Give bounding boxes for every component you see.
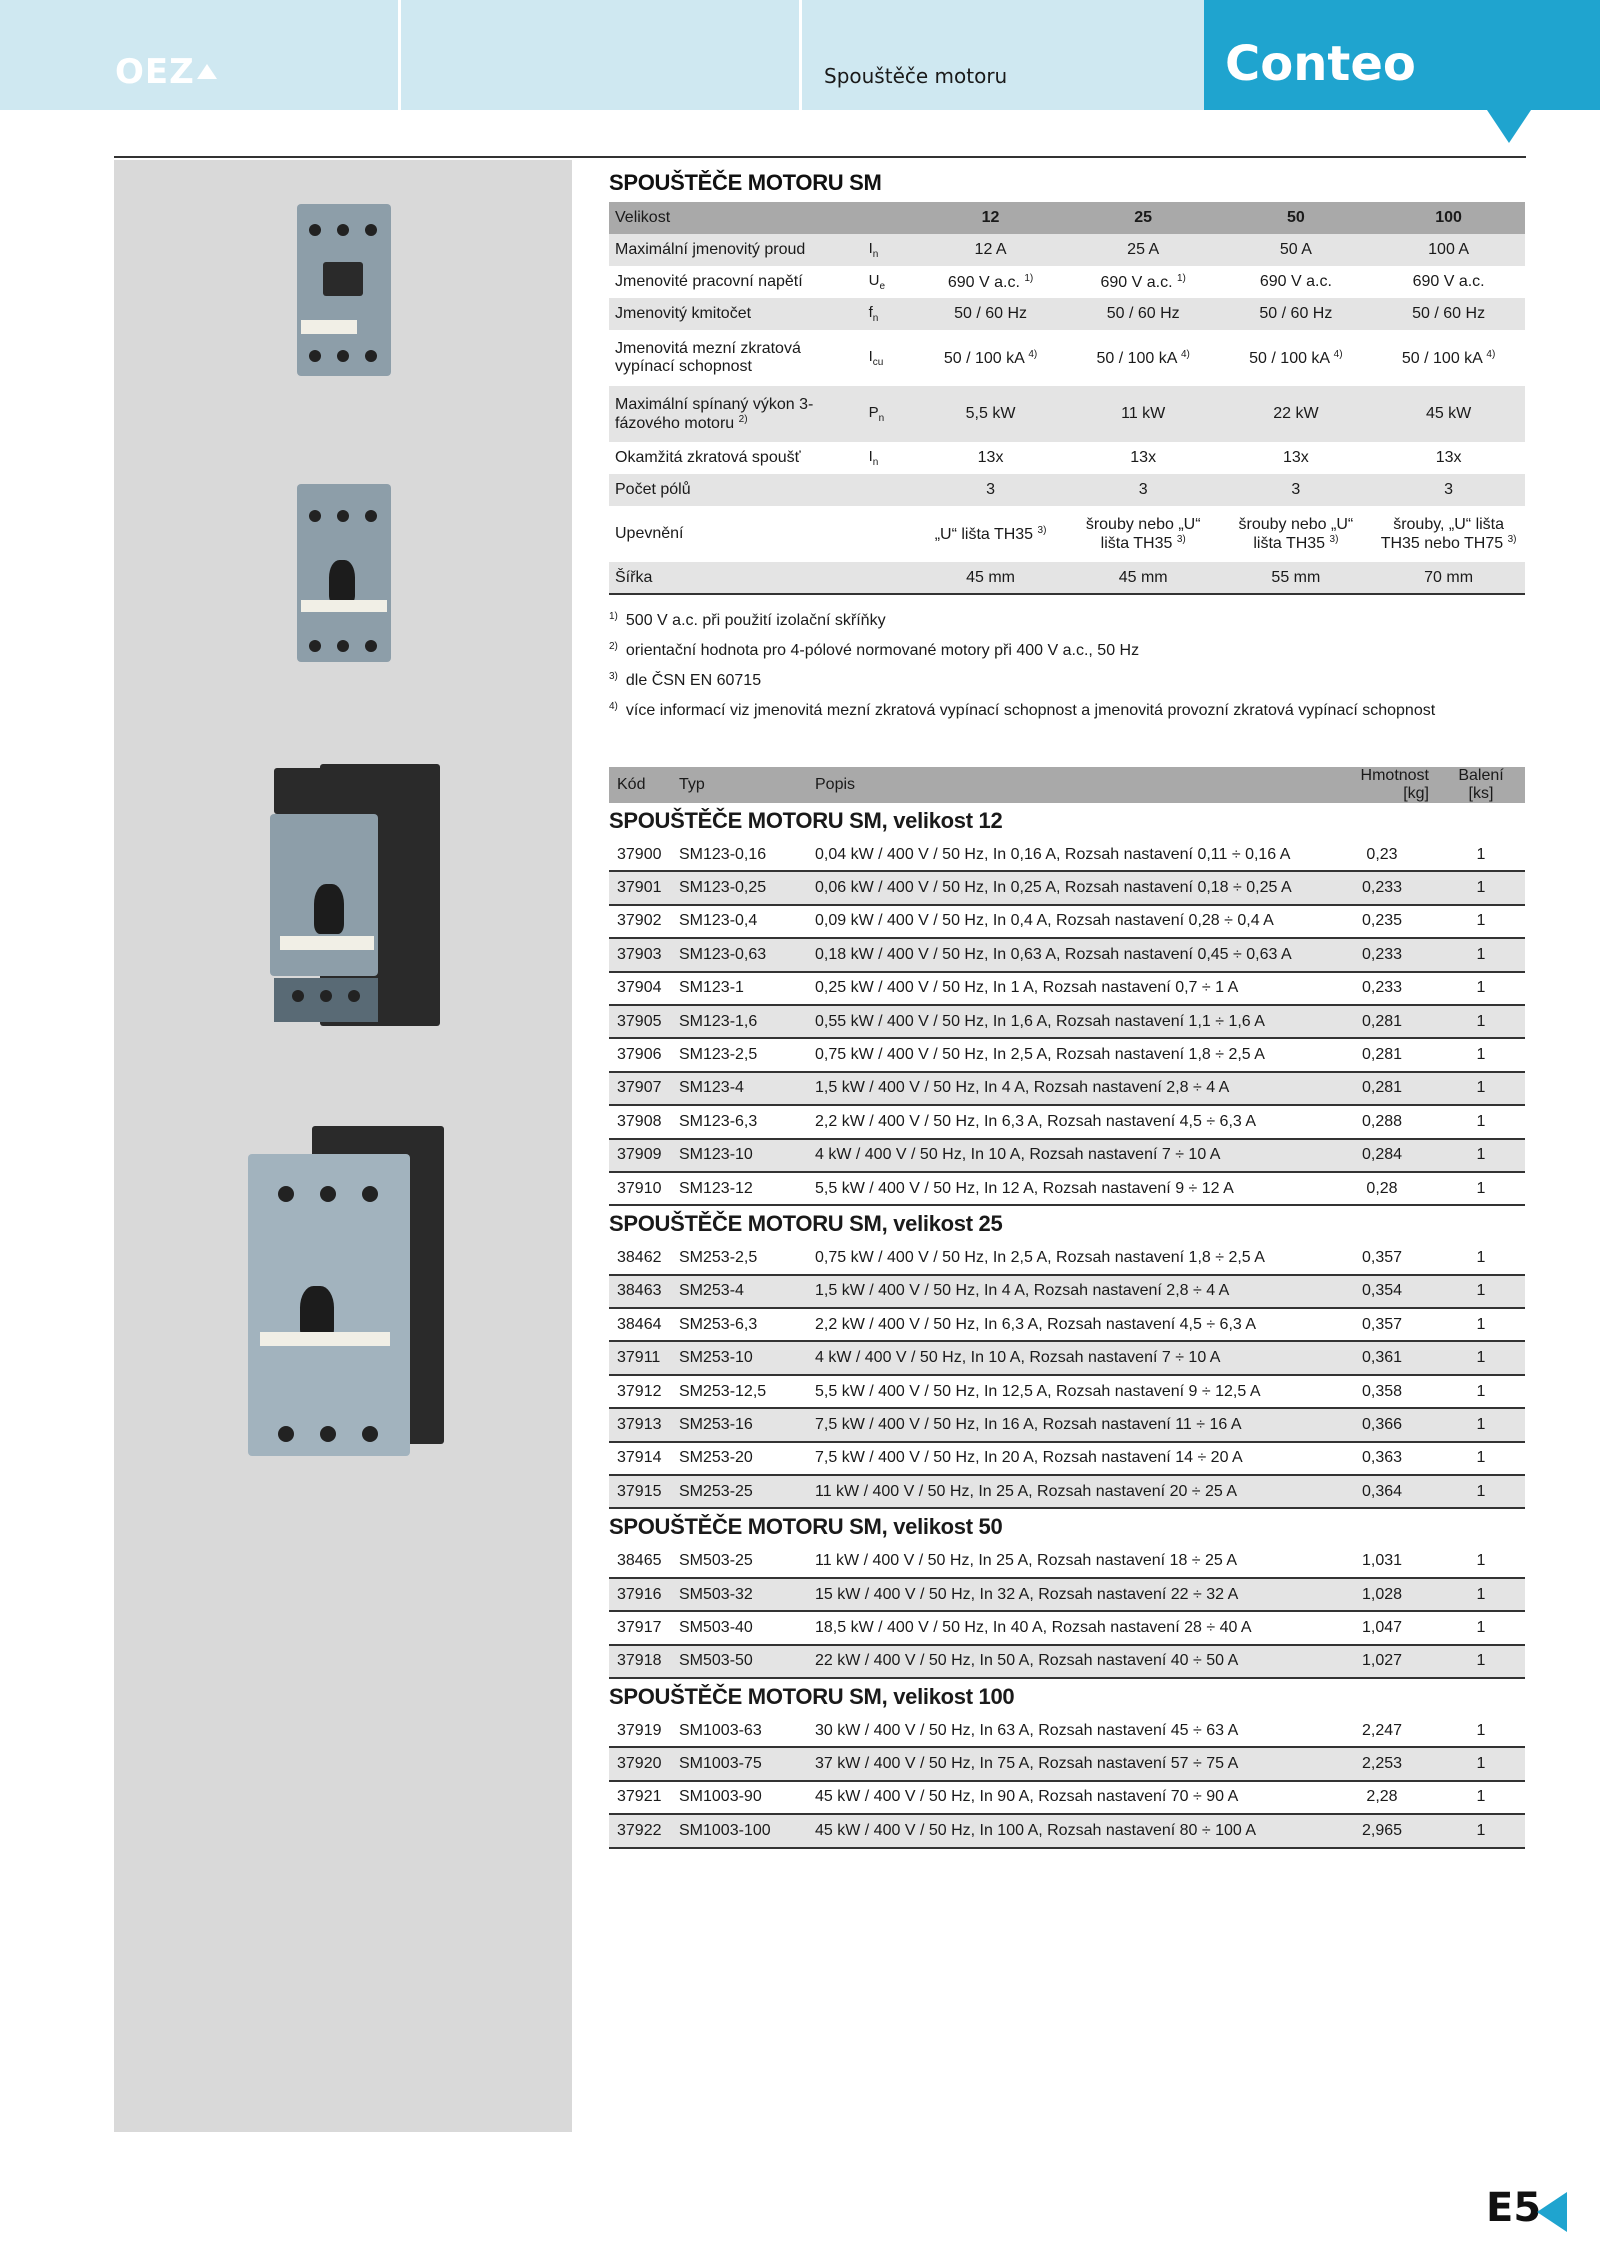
product-type: SM123-12 [671, 1172, 807, 1205]
product-package: 1 [1437, 938, 1525, 971]
table-row [609, 1375, 1525, 1408]
product-package: 1 [1437, 1645, 1525, 1678]
product-code: 37913 [609, 1408, 671, 1441]
product-code: 37909 [609, 1139, 671, 1172]
product-type: SM123-6,3 [671, 1105, 807, 1138]
product-type: SM123-1,6 [671, 1005, 807, 1038]
product-type: SM123-0,4 [671, 905, 807, 938]
product-code: 37906 [609, 1038, 671, 1071]
product-package: 1 [1437, 1275, 1525, 1308]
product-package: 1 [1437, 1408, 1525, 1441]
spec-symbol [863, 474, 915, 506]
table-row [609, 1781, 1525, 1814]
product-type: SM253-12,5 [671, 1375, 807, 1408]
table-row [609, 1578, 1525, 1611]
product-package: 1 [1437, 1375, 1525, 1408]
product-package: 1 [1437, 1781, 1525, 1814]
product-description: 2,2 kW / 400 V / 50 Hz, In 6,3 A, Rozsah nastavení 4,5 ÷ 6,3 A [807, 1105, 1327, 1138]
product-weight: 0,23 [1327, 839, 1437, 871]
product-package: 1 [1437, 1545, 1525, 1577]
spec-row [609, 298, 1525, 330]
product-weight: 0,364 [1327, 1475, 1437, 1508]
product-code: 38465 [609, 1545, 671, 1577]
product-package: 1 [1437, 905, 1525, 938]
product-code: 37908 [609, 1105, 671, 1138]
table-row [609, 1715, 1525, 1747]
product-package: 1 [1437, 1172, 1525, 1205]
product-code: 38462 [609, 1242, 671, 1274]
product-header-row [609, 767, 1525, 803]
spec-row [609, 562, 1525, 594]
spec-value: šrouby nebo „U“ lišta TH35 $^{3)}$ [1238, 515, 1354, 552]
product-package: 1 [1437, 1715, 1525, 1747]
column-header-package: Balení [ks] [1437, 767, 1525, 803]
product-weight: 2,965 [1327, 1814, 1437, 1847]
footnote: $^{4)}$ více informací viz jmenovitá mezní zkratová vypínací schopnost a jmenovitá provozní zkratová vypínací schopnost [609, 701, 1436, 719]
spec-value: 50 A [1220, 234, 1373, 266]
spec-value: 25 A [1067, 234, 1220, 266]
column-header-description: Popis [807, 767, 1327, 803]
product-code: 37907 [609, 1072, 671, 1105]
spec-symbol: $U_e$ [868, 272, 886, 292]
product-package: 1 [1437, 1341, 1525, 1374]
product-package: 1 [1437, 1308, 1525, 1341]
table-row [609, 1408, 1525, 1441]
brand-notch-icon [1487, 110, 1531, 143]
product-weight: 0,354 [1327, 1275, 1437, 1308]
product-type: SM253-25 [671, 1475, 807, 1508]
spec-header-label: Velikost [609, 202, 863, 234]
product-description: 5,5 kW / 400 V / 50 Hz, In 12,5 A, Rozsah nastavení 9 ÷ 12,5 A [807, 1375, 1327, 1408]
product-type: SM123-10 [671, 1139, 807, 1172]
spec-symbol: $P_n$ [863, 386, 915, 442]
spec-value: šrouby, „U“ lišta TH35 nebo TH75 $^{3)}$ [1380, 515, 1517, 552]
product-type: SM253-6,3 [671, 1308, 807, 1341]
product-weight: 0,363 [1327, 1442, 1437, 1475]
product-code: 37917 [609, 1611, 671, 1644]
top-divider [114, 156, 1526, 158]
spec-value: „U“ lišta TH35 $^{3)}$ [934, 524, 1047, 543]
spec-value: 70 mm [1372, 562, 1525, 594]
product-weight: 0,281 [1327, 1038, 1437, 1071]
spec-value: 690 V a.c. $^{1)}$ [1100, 272, 1186, 291]
product-package: 1 [1437, 839, 1525, 871]
header-block [802, 0, 1204, 110]
spec-value: 50 / 60 Hz [1372, 298, 1525, 330]
spec-notes [609, 604, 1435, 724]
product-package: 1 [1437, 871, 1525, 904]
product-description: 1,5 kW / 400 V / 50 Hz, In 4 A, Rozsah nastavení 2,8 ÷ 4 A [807, 1275, 1327, 1308]
table-row [609, 1611, 1525, 1644]
product-package: 1 [1437, 1105, 1525, 1138]
spec-symbol: $I_{cu}$ [868, 348, 884, 368]
spec-value: 22 kW [1220, 386, 1373, 442]
spec-value: 13x [1130, 449, 1157, 466]
product-description: 11 kW / 400 V / 50 Hz, In 25 A, Rozsah nastavení 20 ÷ 25 A [807, 1475, 1327, 1508]
product-code: 37903 [609, 938, 671, 971]
product-description: 0,75 kW / 400 V / 50 Hz, In 2,5 A, Rozsah nastavení 1,8 ÷ 2,5 A [807, 1242, 1327, 1274]
page-number: E5 [1486, 2185, 1542, 2231]
product-type: SM123-2,5 [671, 1038, 807, 1071]
product-weight: 1,031 [1327, 1545, 1437, 1577]
product-table [609, 767, 1525, 1849]
section-heading-row [609, 1508, 1525, 1545]
product-code: 37921 [609, 1781, 671, 1814]
product-package: 1 [1437, 1038, 1525, 1071]
product-weight: 1,047 [1327, 1611, 1437, 1644]
product-type: SM1003-63 [671, 1715, 807, 1747]
product-type: SM123-4 [671, 1072, 807, 1105]
motor-starter-image-4 [248, 1126, 444, 1458]
size-header: 50 [1220, 202, 1373, 234]
product-type: SM253-10 [671, 1341, 807, 1374]
spec-row-label: Počet pólů [609, 474, 863, 506]
section-heading-row [609, 1205, 1525, 1242]
product-weight: 0,366 [1327, 1408, 1437, 1441]
section-heading: SPOUŠTĚČE MOTORU SM, velikost 50 [609, 1508, 1525, 1545]
product-description: 18,5 kW / 400 V / 50 Hz, In 40 A, Rozsah nastavení 28 ÷ 40 A [807, 1611, 1327, 1644]
spec-value: 13x [1435, 449, 1462, 466]
spec-value: 50 / 100 kA $^{4)}$ [943, 348, 1038, 367]
product-description: 30 kW / 400 V / 50 Hz, In 63 A, Rozsah nastavení 45 ÷ 63 A [807, 1715, 1327, 1747]
spec-symbol: $I_n$ [863, 234, 915, 266]
table-row [609, 1545, 1525, 1577]
product-weight: 0,281 [1327, 1072, 1437, 1105]
spec-header-row [609, 202, 1525, 234]
product-description: 7,5 kW / 400 V / 50 Hz, In 20 A, Rozsah nastavení 14 ÷ 20 A [807, 1442, 1327, 1475]
product-code: 37918 [609, 1645, 671, 1678]
product-weight: 0,357 [1327, 1242, 1437, 1274]
product-weight: 2,28 [1327, 1781, 1437, 1814]
product-type: SM253-20 [671, 1442, 807, 1475]
spec-value: 45 mm [1067, 562, 1220, 594]
product-type: SM123-0,63 [671, 938, 807, 971]
product-code: 37905 [609, 1005, 671, 1038]
product-code: 37915 [609, 1475, 671, 1508]
footnote: $^{2)}$ orientační hodnota pro 4-pólové normované motory při 400 V a.c., 50 Hz [609, 641, 1140, 659]
table-row [609, 972, 1525, 1005]
product-code: 37916 [609, 1578, 671, 1611]
product-description: 45 kW / 400 V / 50 Hz, In 100 A, Rozsah nastavení 80 ÷ 100 A [807, 1814, 1327, 1847]
product-description: 4 kW / 400 V / 50 Hz, In 10 A, Rozsah nastavení 7 ÷ 10 A [807, 1139, 1327, 1172]
size-header: 25 [1067, 202, 1220, 234]
table-row [609, 1072, 1525, 1105]
product-package: 1 [1437, 1242, 1525, 1274]
spec-value: 3 [1220, 474, 1373, 506]
spec-symbol: $f_n$ [863, 298, 915, 330]
motor-starter-image-1 [293, 200, 397, 380]
spec-value: 12 A [914, 234, 1067, 266]
spec-row-label: Šířka [609, 562, 863, 594]
product-package: 1 [1437, 1578, 1525, 1611]
oez-logo: OEZ [115, 52, 217, 92]
spec-symbol [863, 562, 915, 594]
spec-value: 50 / 100 kA $^{4)}$ [1096, 348, 1190, 367]
product-description: 4 kW / 400 V / 50 Hz, In 10 A, Rozsah nastavení 7 ÷ 10 A [807, 1341, 1327, 1374]
table-row [609, 938, 1525, 971]
product-code: 37901 [609, 871, 671, 904]
product-description: 5,5 kW / 400 V / 50 Hz, In 12 A, Rozsah nastavení 9 ÷ 12 A [807, 1172, 1327, 1205]
product-description: 0,75 kW / 400 V / 50 Hz, In 2,5 A, Rozsah nastavení 1,8 ÷ 2,5 A [807, 1038, 1327, 1071]
product-code: 37920 [609, 1747, 671, 1780]
product-type: SM503-32 [671, 1578, 807, 1611]
product-type: SM1003-90 [671, 1781, 807, 1814]
table-row [609, 1038, 1525, 1071]
spec-row [609, 386, 1525, 442]
product-weight: 0,361 [1327, 1341, 1437, 1374]
spec-value: 690 V a.c. [1259, 273, 1332, 290]
size-header: 12 [914, 202, 1067, 234]
spec-value: 50 / 60 Hz [1067, 298, 1220, 330]
product-weight: 0,284 [1327, 1139, 1437, 1172]
spec-table [609, 202, 1525, 595]
product-code: 38463 [609, 1275, 671, 1308]
product-type: SM503-50 [671, 1645, 807, 1678]
product-code: 37902 [609, 905, 671, 938]
section-heading: SPOUŠTĚČE MOTORU SM, velikost 25 [609, 1205, 1525, 1242]
table-row [609, 1475, 1525, 1508]
table-row [609, 1105, 1525, 1138]
spec-value: 50 / 100 kA $^{4)}$ [1249, 348, 1343, 367]
table-row [609, 1275, 1525, 1308]
column-header-weight: Hmotnost [kg] [1327, 767, 1437, 803]
product-description: 45 kW / 400 V / 50 Hz, In 90 A, Rozsah nastavení 70 ÷ 90 A [807, 1781, 1327, 1814]
product-description: 22 kW / 400 V / 50 Hz, In 50 A, Rozsah nastavení 40 ÷ 50 A [807, 1645, 1327, 1678]
spec-value: 13x [977, 449, 1004, 466]
spec-value: 100 A [1372, 234, 1525, 266]
product-description: 0,06 kW / 400 V / 50 Hz, In 0,25 A, Rozsah nastavení 0,18 ÷ 0,25 A [807, 871, 1327, 904]
product-package: 1 [1437, 1072, 1525, 1105]
product-weight: 0,235 [1327, 905, 1437, 938]
spec-row [609, 506, 1525, 562]
section-heading-row [609, 1678, 1525, 1715]
product-weight: 0,281 [1327, 1005, 1437, 1038]
product-weight: 0,358 [1327, 1375, 1437, 1408]
spec-row-label: Maximální jmenovitý proud [609, 234, 863, 266]
spec-symbol [863, 506, 915, 562]
product-type: SM503-40 [671, 1611, 807, 1644]
product-code: 38464 [609, 1308, 671, 1341]
spec-row-label: Maximální spínaný výkon 3-fázového motoru $^{2)}$ [609, 386, 863, 442]
spec-table-title: SPOUŠTĚČE MOTORU SM [609, 170, 882, 195]
spec-row-label: Okamžitá zkratová spoušť [615, 449, 801, 466]
product-package: 1 [1437, 1611, 1525, 1644]
spec-row-label: Jmenovitá mezní zkratová vypínací schopnost [615, 340, 801, 375]
spec-value: 50 / 60 Hz [1220, 298, 1373, 330]
product-description: 37 kW / 400 V / 50 Hz, In 75 A, Rozsah nastavení 57 ÷ 75 A [807, 1747, 1327, 1780]
size-header: 100 [1372, 202, 1525, 234]
table-row [609, 905, 1525, 938]
product-weight: 2,247 [1327, 1715, 1437, 1747]
spec-row [609, 234, 1525, 266]
spec-value: 3 [1067, 474, 1220, 506]
motor-starter-image-3 [270, 764, 440, 1026]
product-description: 0,25 kW / 400 V / 50 Hz, In 1 A, Rozsah nastavení 0,7 ÷ 1 A [807, 972, 1327, 1005]
table-row [609, 839, 1525, 871]
product-code: 37911 [609, 1341, 671, 1374]
spec-row [609, 266, 1525, 298]
spec-row-label: Jmenovité pracovní napětí [615, 273, 803, 290]
product-code: 37904 [609, 972, 671, 1005]
product-package: 1 [1437, 1747, 1525, 1780]
spec-value: 11 kW [1067, 386, 1220, 442]
product-type: SM253-4 [671, 1275, 807, 1308]
product-code: 37919 [609, 1715, 671, 1747]
spec-value: 50 / 100 kA $^{4)}$ [1401, 348, 1496, 367]
product-package: 1 [1437, 1005, 1525, 1038]
product-description: 0,09 kW / 400 V / 50 Hz, In 0,4 A, Rozsah nastavení 0,28 ÷ 0,4 A [807, 905, 1327, 938]
section-heading-row [609, 803, 1525, 839]
product-weight: 0,28 [1327, 1172, 1437, 1205]
spec-value: 55 mm [1220, 562, 1373, 594]
product-type: SM503-25 [671, 1545, 807, 1577]
product-package: 1 [1437, 1139, 1525, 1172]
product-code: 37900 [609, 839, 671, 871]
product-code: 37922 [609, 1814, 671, 1847]
product-code: 37914 [609, 1442, 671, 1475]
spec-value: 45 mm [914, 562, 1067, 594]
table-row [609, 1172, 1525, 1205]
spec-value: 3 [1372, 474, 1525, 506]
logo-triangle-icon [197, 64, 217, 79]
motor-starter-image-2 [293, 480, 397, 666]
product-package: 1 [1437, 972, 1525, 1005]
product-description: 2,2 kW / 400 V / 50 Hz, In 6,3 A, Rozsah nastavení 4,5 ÷ 6,3 A [807, 1308, 1327, 1341]
spec-value: 690 V a.c. [1412, 273, 1485, 290]
spec-value: 45 kW [1372, 386, 1525, 442]
product-weight: 1,028 [1327, 1578, 1437, 1611]
product-weight: 1,027 [1327, 1645, 1437, 1678]
product-type: SM123-1 [671, 972, 807, 1005]
product-weight: 0,288 [1327, 1105, 1437, 1138]
product-package: 1 [1437, 1814, 1525, 1847]
product-type: SM123-0,16 [671, 839, 807, 871]
footnote: $^{1)}$ 500 V a.c. při použití izolační skříňky [609, 611, 886, 629]
spec-value: 5,5 kW [914, 386, 1067, 442]
product-type: SM253-16 [671, 1408, 807, 1441]
product-package: 1 [1437, 1442, 1525, 1475]
spec-row [609, 474, 1525, 506]
spec-value: 3 [914, 474, 1067, 506]
product-weight: 0,233 [1327, 938, 1437, 971]
product-code: 37910 [609, 1172, 671, 1205]
table-row [609, 1814, 1525, 1847]
table-row [609, 1442, 1525, 1475]
table-row [609, 1645, 1525, 1678]
product-description: 0,18 kW / 400 V / 50 Hz, In 0,63 A, Rozsah nastavení 0,45 ÷ 0,63 A [807, 938, 1327, 971]
table-row [609, 1341, 1525, 1374]
column-header-type: Typ [671, 767, 807, 803]
product-description: 1,5 kW / 400 V / 50 Hz, In 4 A, Rozsah nastavení 2,8 ÷ 4 A [807, 1072, 1327, 1105]
spec-value: 50 / 60 Hz [914, 298, 1067, 330]
product-code: 37912 [609, 1375, 671, 1408]
section-heading: SPOUŠTĚČE MOTORU SM, velikost 12 [609, 803, 1525, 839]
spec-row-label: Upevnění [615, 525, 684, 542]
spec-value: 690 V a.c. $^{1)}$ [947, 272, 1034, 291]
product-description: 0,55 kW / 400 V / 50 Hz, In 1,6 A, Rozsah nastavení 1,1 ÷ 1,6 A [807, 1005, 1327, 1038]
table-row [609, 1747, 1525, 1780]
section-heading: SPOUŠTĚČE MOTORU SM, velikost 100 [609, 1678, 1525, 1715]
spec-row [609, 442, 1525, 474]
column-header-code: Kód [609, 767, 671, 803]
product-type: SM1003-75 [671, 1747, 807, 1780]
table-row [609, 871, 1525, 904]
product-type: SM253-2,5 [671, 1242, 807, 1274]
page-arrow-icon [1537, 2192, 1567, 2232]
table-row [609, 1139, 1525, 1172]
spec-value: šrouby nebo „U“ lišta TH35 $^{3)}$ [1085, 515, 1201, 552]
product-description: 7,5 kW / 400 V / 50 Hz, In 16 A, Rozsah nastavení 11 ÷ 16 A [807, 1408, 1327, 1441]
table-row [609, 1005, 1525, 1038]
product-description: 11 kW / 400 V / 50 Hz, In 25 A, Rozsah nastavení 18 ÷ 25 A [807, 1545, 1327, 1577]
spec-row [609, 330, 1525, 386]
product-description: 15 kW / 400 V / 50 Hz, In 32 A, Rozsah nastavení 22 ÷ 32 A [807, 1578, 1327, 1611]
product-weight: 0,233 [1327, 871, 1437, 904]
product-weight: 2,253 [1327, 1747, 1437, 1780]
product-weight: 0,233 [1327, 972, 1437, 1005]
spec-row-label: Jmenovitý kmitočet [609, 298, 863, 330]
header-block [401, 0, 799, 110]
product-type: SM1003-100 [671, 1814, 807, 1847]
product-type: SM123-0,25 [671, 871, 807, 904]
product-description: 0,04 kW / 400 V / 50 Hz, In 0,16 A, Rozsah nastavení 0,11 ÷ 0,16 A [807, 839, 1327, 871]
section-title: Spouštěče motoru [824, 64, 1008, 88]
product-weight: 0,357 [1327, 1308, 1437, 1341]
page-header [0, 0, 1600, 110]
spec-symbol: $I_n$ [868, 448, 879, 468]
table-row [609, 1242, 1525, 1274]
spec-value: 13x [1282, 449, 1309, 466]
footnote: $^{3)}$ dle ČSN EN 60715 [609, 671, 762, 689]
product-package: 1 [1437, 1475, 1525, 1508]
brand-name: Conteo [1225, 36, 1416, 92]
table-row [609, 1308, 1525, 1341]
